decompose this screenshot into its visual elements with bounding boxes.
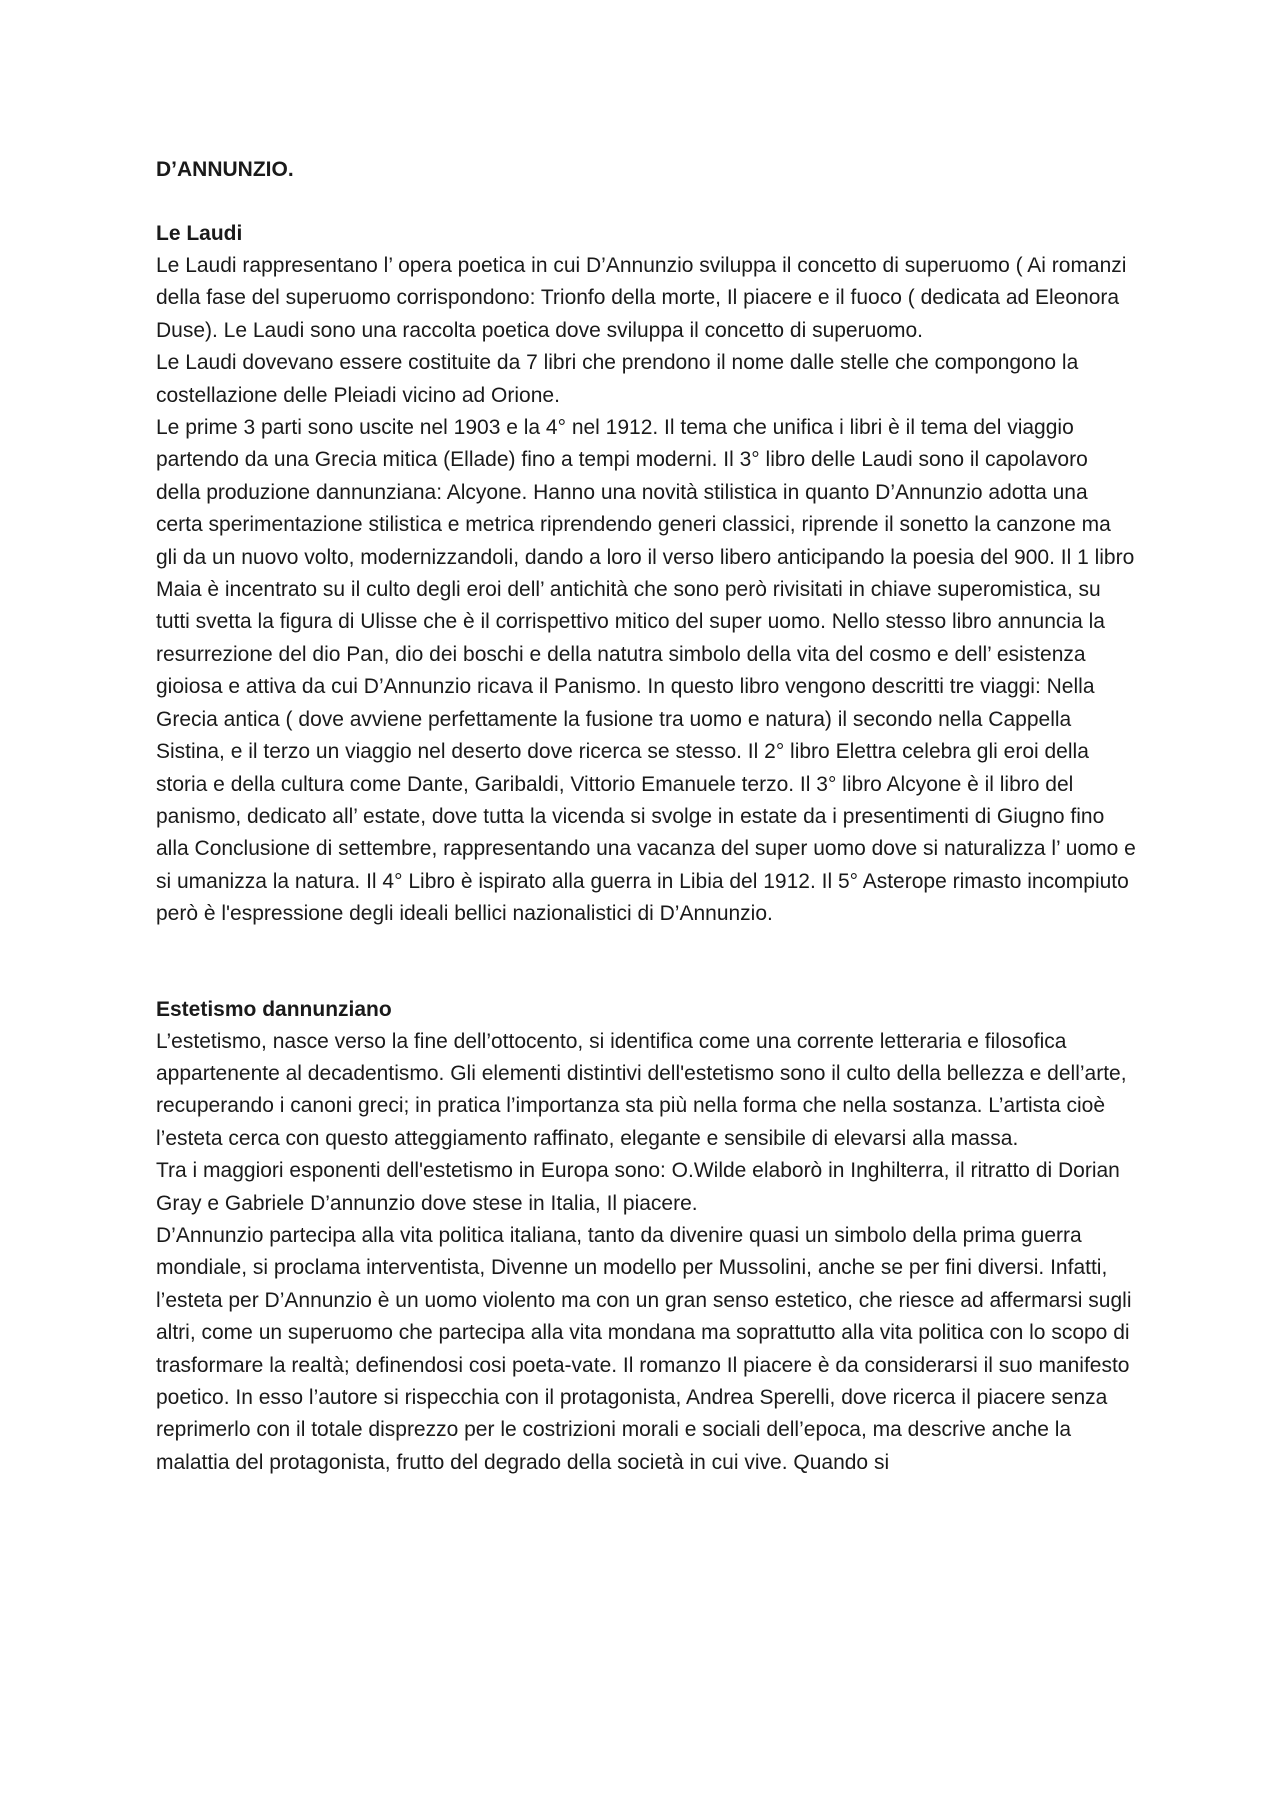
paragraph: Le Laudi rappresentano l’ opera poetica in cui D’Annunzio sviluppa il concetto di superuomo ( Ai romanzi della fase del superuomo corrispondono: Trionfo della morte, Il piacere e il fuoco ( dedicata ad Eleonora Duse). Le Laudi sono una raccolta poetica dove sviluppa il concetto di superuomo. xyxy=(156,254,1127,342)
section-estetismo-dannunziano xyxy=(156,994,1136,1480)
document-title: D’ANNUNZIO. xyxy=(156,158,294,181)
section-spacer xyxy=(156,931,1136,994)
paragraph: L’estetismo, nasce verso la fine dell’ottocento, si identifica come una corrente letteraria e filosofica appartenente al decadentismo. Gli elementi distintivi dell'estetismo sono il culto della bellezza e dell’arte, recuperando i canoni greci; in pratica l’importanza sta più nella forma che nella sostanza. L’artista cioè l’esteta cerca con questo atteggiamento raffinato, elegante e sensibile di elevarsi alla massa. xyxy=(156,1029,1127,1150)
section-heading-le-laudi: Le Laudi xyxy=(156,222,243,245)
section-heading-estetismo: Estetismo dannunziano xyxy=(156,997,392,1021)
document-page xyxy=(156,154,1136,1479)
paragraph: Tra i maggiori esponenti dell'estetismo in Europa sono: O.Wilde elaborò in Inghilterra, il ritratto di Dorian Gray e Gabriele D’annunzio dove stese in Italia, Il piacere. xyxy=(156,1159,1120,1215)
paragraph: Le Laudi dovevano essere costituite da 7 libri che prendono il nome dalle stelle che compongono la costellazione delle Pleiadi vicino ad Orione. xyxy=(156,351,1079,407)
section-le-laudi xyxy=(156,218,1136,931)
paragraph: Le prime 3 parti sono uscite nel 1903 e la 4° nel 1912. Il tema che unifica i libri è il tema del viaggio partendo da una Grecia mitica (Ellade) fino a tempi moderni. Il 3° libro delle Laudi sono il capolavoro della produzione dannunziana: Alcyone. Hanno una novità stilistica in quanto D’Annunzio adotta una certa sperimentazione stilistica e metrica riprendendo generi classici, riprende il sonetto la canzone ma gli da un nuovo volto, modernizzandoli, dando a loro il verso libero anticipando la poesia del 900. Il 1 libro Maia è incentrato su il culto degli eroi dell’ antichità che sono però rivisitati in chiave superomistica, su tutti svetta la figura di Ulisse che è il corrispettivo mitico del super uomo. Nello stesso libro annuncia la resurrezione del dio Pan, dio dei boschi e della natutra simbolo della vita del cosmo e dell’ esistenza gioiosa e attiva da cui D’Annunzio ricava il Panismo. In questo libro vengono descritti tre viaggi: Nella Grecia antica ( dove avviene perfettamente la fusione tra uomo e natura) il secondo nella Cappella Sistina, e il terzo un viaggio nel deserto dove ricerca se stesso. Il 2° libro Elettra celebra gli eroi della storia e della cultura come Dante, Garibaldi, Vittorio Emanuele terzo. Il 3° libro Alcyone è il libro del panismo, dedicato all’ estate, dove tutta la vicenda si svolge in estate da i presentimenti di Giugno fino alla Conclusione di settembre, rappresentando una vacanza del super uomo dove si naturalizza l’ uomo e si umanizza la natura. Il 4° Libro è ispirato alla guerra in Libia del 1912. Il 5° Asterope rimasto incompiuto però è l'espressione degli ideali bellici nazionalistici di D’Annunzio. xyxy=(156,416,1136,926)
paragraph: D’Annunzio partecipa alla vita politica italiana, tanto da divenire quasi un simbolo della prima guerra mondiale, si proclama interventista, Divenne un modello per Mussolini, anche se per fini diversi. Infatti, l’esteta per D’Annunzio è un uomo violento ma con un gran senso estetico, che riesce ad affermarsi sugli altri, come un superuomo che partecipa alla vita mondana ma soprattutto alla vita politica con lo scopo di trasformare la realtà; definendosi cosi poeta-vate. Il romanzo Il piacere è da considerarsi il suo manifesto poetico. In esso l’autore si rispecchia con il protagonista, Andrea Sperelli, dove ricerca il piacere senza reprimerlo con il totale disprezzo per le costrizioni morali e sociali dell’epoca, ma descrive anche la malattia del protagonista, frutto del degrado della società in cui vive. Quando si xyxy=(156,1223,1132,1474)
